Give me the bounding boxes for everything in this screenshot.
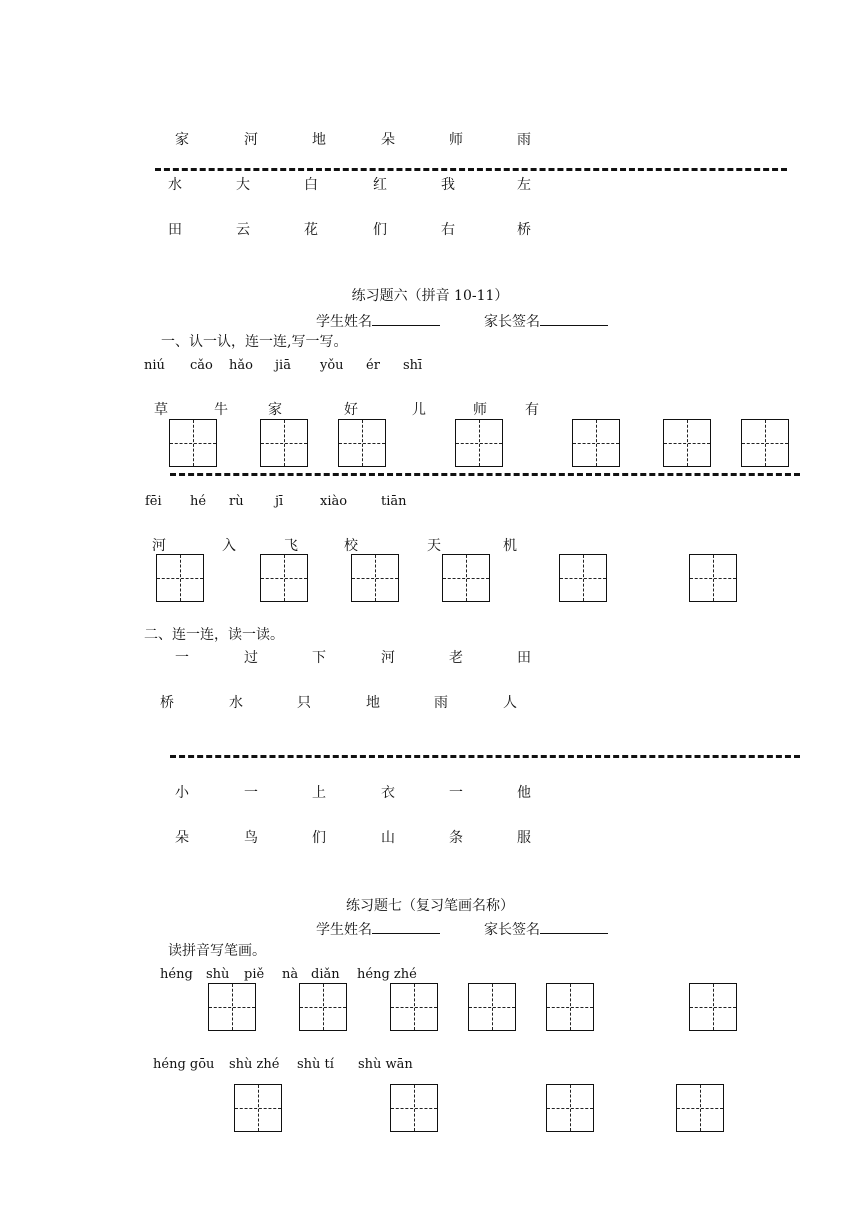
char: 校 <box>344 538 358 554</box>
pinyin: hé <box>190 494 207 509</box>
writing-box[interactable] <box>663 419 711 467</box>
writing-box[interactable] <box>260 419 308 467</box>
char: 入 <box>222 538 236 554</box>
pinyin: niú <box>144 358 165 373</box>
char: 地 <box>312 132 326 148</box>
char: 桥 <box>160 695 174 711</box>
char: 桥 <box>517 222 531 238</box>
writing-box[interactable] <box>442 554 490 602</box>
char: 上 <box>312 785 326 801</box>
question-two-heading: 二、连一连，读一读。 <box>144 627 284 643</box>
parent-signature-label: 家长签名 <box>484 314 540 330</box>
pinyin: xiào <box>320 494 348 509</box>
char: 大 <box>236 177 250 193</box>
char: 只 <box>297 695 311 711</box>
char: 家 <box>175 132 189 148</box>
writing-box[interactable] <box>390 983 438 1031</box>
char: 衣 <box>381 785 395 801</box>
writing-box[interactable] <box>689 554 737 602</box>
char: 过 <box>244 650 258 666</box>
char: 牛 <box>214 402 228 418</box>
char: 山 <box>381 830 395 846</box>
char: 河 <box>381 650 395 666</box>
pinyin: piě <box>244 967 265 982</box>
pinyin: héng zhé <box>357 967 417 982</box>
writing-box[interactable] <box>741 419 789 467</box>
student-name-blank[interactable] <box>372 920 440 934</box>
char: 田 <box>517 650 531 666</box>
char: 水 <box>229 695 243 711</box>
pinyin: shī <box>403 358 423 373</box>
exercise-six-title: 练习题六（拼音 10-11） <box>351 288 509 304</box>
pinyin: héng gōu <box>153 1057 215 1072</box>
dashed-divider <box>170 755 800 758</box>
writing-box[interactable] <box>689 983 737 1031</box>
char: 云 <box>236 222 250 238</box>
char: 一 <box>449 785 463 801</box>
writing-box[interactable] <box>390 1084 438 1132</box>
writing-box[interactable] <box>208 983 256 1031</box>
char: 草 <box>154 402 168 418</box>
writing-box[interactable] <box>156 554 204 602</box>
writing-box[interactable] <box>559 554 607 602</box>
pinyin: shù wān <box>358 1057 413 1072</box>
char: 花 <box>304 222 318 238</box>
char: 师 <box>449 132 463 148</box>
parent-signature-field[interactable] <box>484 920 608 938</box>
char: 机 <box>503 538 517 554</box>
char: 家 <box>268 402 282 418</box>
char: 天 <box>427 538 441 554</box>
parent-signature-field[interactable] <box>484 312 608 330</box>
writing-box[interactable] <box>455 419 503 467</box>
student-name-label: 学生姓名 <box>316 314 372 330</box>
pinyin: shù zhé <box>229 1057 280 1072</box>
char: 朵 <box>175 830 189 846</box>
pinyin: shù <box>206 967 230 982</box>
student-name-field[interactable] <box>316 920 440 938</box>
writing-box[interactable] <box>572 419 620 467</box>
question-one-heading: 一、认一认，连一连,写一写。 <box>161 334 348 350</box>
writing-box[interactable] <box>351 554 399 602</box>
char: 条 <box>449 830 463 846</box>
char: 红 <box>373 177 387 193</box>
char: 田 <box>168 222 182 238</box>
pinyin: diǎn <box>311 967 340 982</box>
char: 白 <box>304 177 318 193</box>
writing-box[interactable] <box>468 983 516 1031</box>
char: 有 <box>525 402 539 418</box>
pinyin: rù <box>229 494 244 509</box>
pinyin: ér <box>366 358 380 373</box>
char: 他 <box>517 785 531 801</box>
writing-box[interactable] <box>338 419 386 467</box>
pinyin: jī <box>275 494 284 509</box>
char: 鸟 <box>244 830 258 846</box>
char: 下 <box>312 650 326 666</box>
pinyin: jiā <box>275 358 291 373</box>
char: 河 <box>244 132 258 148</box>
stroke-instruction: 读拼音写笔画。 <box>168 943 266 959</box>
pinyin: fēi <box>145 494 162 509</box>
char: 老 <box>449 650 463 666</box>
char: 朵 <box>381 132 395 148</box>
char: 左 <box>517 177 531 193</box>
pinyin: hǎo <box>229 358 253 373</box>
char: 我 <box>441 177 455 193</box>
writing-box[interactable] <box>546 983 594 1031</box>
char: 人 <box>503 695 517 711</box>
dashed-divider <box>170 473 800 476</box>
student-name-blank[interactable] <box>372 312 440 326</box>
char: 们 <box>312 830 326 846</box>
pinyin: héng <box>160 967 193 982</box>
char: 河 <box>152 538 166 554</box>
writing-box[interactable] <box>234 1084 282 1132</box>
writing-box[interactable] <box>676 1084 724 1132</box>
exercise-seven-title: 练习题七（复习笔画名称） <box>346 898 514 914</box>
parent-signature-blank[interactable] <box>540 920 608 934</box>
char: 水 <box>168 177 182 193</box>
dashed-divider <box>155 168 787 171</box>
writing-box[interactable] <box>546 1084 594 1132</box>
writing-box[interactable] <box>299 983 347 1031</box>
char: 右 <box>441 222 455 238</box>
student-name-field[interactable] <box>316 312 440 330</box>
char: 一 <box>244 785 258 801</box>
char: 地 <box>366 695 380 711</box>
pinyin: yǒu <box>320 358 344 373</box>
parent-signature-label: 家长签名 <box>484 922 540 938</box>
writing-box[interactable] <box>260 554 308 602</box>
writing-box[interactable] <box>169 419 217 467</box>
parent-signature-blank[interactable] <box>540 312 608 326</box>
char: 儿 <box>412 402 426 418</box>
char: 雨 <box>517 132 531 148</box>
char: 们 <box>373 222 387 238</box>
student-name-label: 学生姓名 <box>316 922 372 938</box>
char: 一 <box>175 650 189 666</box>
pinyin: cǎo <box>190 358 213 373</box>
pinyin: tiān <box>381 494 407 509</box>
char: 好 <box>344 402 358 418</box>
char: 雨 <box>434 695 448 711</box>
pinyin: shù tí <box>297 1057 334 1072</box>
char: 飞 <box>284 538 298 554</box>
pinyin: nà <box>282 967 299 982</box>
char: 小 <box>175 785 189 801</box>
char: 师 <box>473 402 487 418</box>
char: 服 <box>517 830 531 846</box>
